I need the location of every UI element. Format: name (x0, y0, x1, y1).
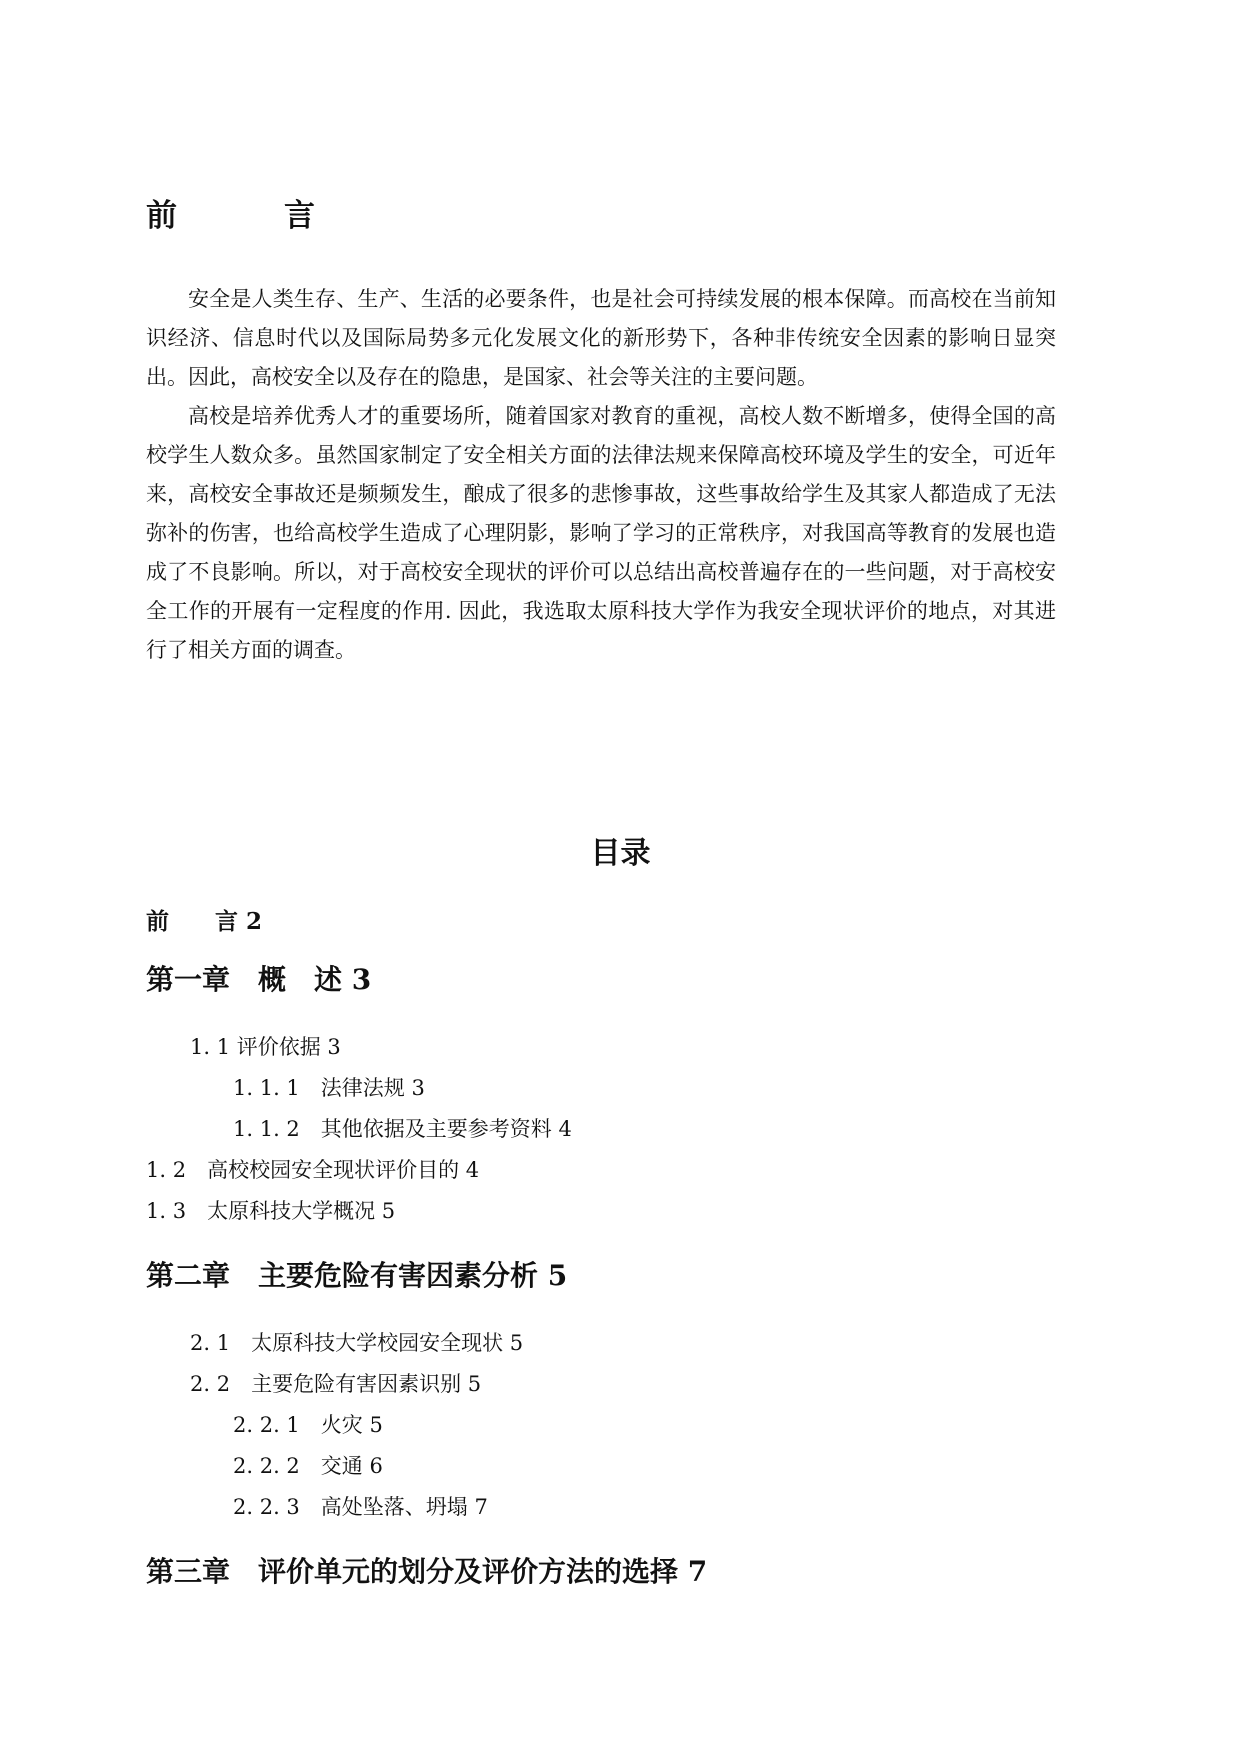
toc-entry-1-3[interactable]: 1. 3 太原科技大学概况 5 (146, 1199, 396, 1223)
toc-entry-2-1[interactable]: 2. 1 太原科技大学校园安全现状 5 (190, 1331, 524, 1355)
toc-entry-2-2-2[interactable]: 2. 2. 2 交通 6 (233, 1454, 383, 1478)
toc-chapter-2[interactable]: 第二章 主要危险有害因素分析 5 (146, 1259, 568, 1292)
preface-paragraph-2: 高校是培养优秀人才的重要场所，随着国家对教育的重视，高校人数不断增多，使得全国的高校学生人数众多。虽然国家制定了安全相关方面的法律法规来保障高校环境及学生的安全，可近年来，高校安全事故还是频频发生，酿成了很多的悲惨事故，这些事故给学生及其家人都造成了无法弥补的伤害，也给高校学生造成了心理阴影，影响了学习的正常秩序，对我国高等教育的发展也造成了不良影响。所以，对于高校安全现状的评价可以总结出高校普遍存在的一些问题，对于高校安全工作的开展有一定程度的作用. 因此，我选取太原科技大学作为我安全现状评价的地点，对其进行了相关方面的调查。 (146, 404, 1056, 662)
toc-entry-1-1[interactable]: 1. 1 评价依据 3 (190, 1035, 341, 1059)
toc-entry-2-2-1[interactable]: 2. 2. 1 火灾 5 (233, 1413, 383, 1437)
toc-chapter-3[interactable]: 第三章 评价单元的划分及评价方法的选择 7 (146, 1555, 708, 1588)
preface-paragraph-1: 安全是人类生存、生产、生活的必要条件，也是社会可持续发展的根本保障。而高校在当前知识经济、信息时代以及国际局势多元化发展文化的新形势下，各种非传统安全因素的影响日显突出。因此，高校安全以及存在的隐患，是国家、社会等关注的主要问题。 (146, 287, 1056, 389)
preface-body (146, 280, 1056, 670)
toc-entry-2-2-3[interactable]: 2. 2. 3 高处坠落、坍塌 7 (233, 1495, 488, 1519)
preface-heading: 前 言 (146, 198, 353, 234)
toc-entry-2-2[interactable]: 2. 2 主要危险有害因素识别 5 (190, 1372, 482, 1396)
toc-entry-1-1-1[interactable]: 1. 1. 1 法律法规 3 (233, 1076, 425, 1100)
toc-entry-1-2[interactable]: 1. 2 高校校园安全现状评价目的 4 (146, 1158, 480, 1182)
toc-entry-preface[interactable]: 前 言 2 (146, 908, 263, 935)
toc-heading: 目录 (590, 836, 651, 871)
toc-chapter-1[interactable]: 第一章 概 述 3 (146, 963, 372, 996)
toc-entry-1-1-2[interactable]: 1. 1. 2 其他依据及主要参考资料 4 (233, 1117, 572, 1141)
